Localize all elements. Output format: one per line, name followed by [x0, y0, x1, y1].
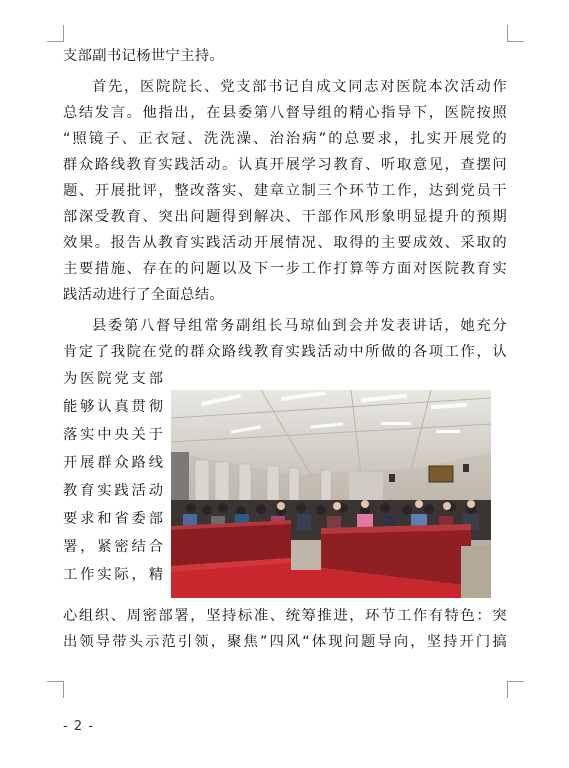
wrap-text-line: 落实中央关于: [63, 427, 163, 443]
text-line: 部深受教育、突出问题得到解决、干部作风形象明显提升的预期: [63, 209, 507, 225]
wrap-text-line: 工作实际，精: [63, 567, 163, 583]
text-line: 首先，医院院长、党支部书记自成文同志对医院本次活动作: [92, 79, 507, 95]
wrap-text-line: 为医院党支部: [63, 371, 163, 387]
text-line: 践活动进行了全面总结。: [63, 287, 225, 303]
text-line: 主要措施、存在的问题以及下一步工作打算等方面对医院教育实: [63, 261, 507, 277]
text-line: 心组织、周密部署，坚持标准、统筹推进，环节工作有特色：突: [63, 608, 507, 624]
text-line: 县委第八督导组常务副组长马琼仙到会并发表讲话，她充分: [92, 318, 507, 334]
text-line: 肯定了我院在党的群众路线教育实践活动中所做的各项工作，认: [63, 344, 507, 360]
wrap-text-line: 开展群众路线: [63, 455, 163, 471]
text-line: 出领导带头示范引领，聚焦”四风“体现问题导向，坚持开门搞: [63, 634, 507, 650]
text-line: 支部副书记杨世宁主持。: [63, 48, 225, 64]
crop-mark-top-right: [507, 25, 524, 42]
text-line: 群众路线教育实践活动。认真开展学习教育、听取意见，查摆问: [63, 157, 507, 173]
crop-mark-bottom-right: [507, 681, 524, 698]
text-line: 效果。报告从教育实践活动开展情况、取得的主要成效、采取的: [63, 235, 507, 251]
meeting-hall-photo: [171, 390, 491, 598]
wrap-text-line: 署，紧密结合: [63, 539, 163, 555]
wrap-text-line: 要求和省委部: [63, 511, 163, 527]
text-line: 总结发言。他指出，在县委第八督导组的精心指导下，医院按照: [63, 105, 507, 121]
text-line: “照镜子、正衣冠、洗洗澡、治治病”的总要求，扎实开展党的: [63, 131, 507, 147]
text-line: 题、开展批评，整改落实、建章立制三个环节工作，达到党员干: [63, 183, 507, 199]
crop-mark-top-left: [47, 25, 64, 42]
wrap-text-line: 能够认真贯彻: [63, 399, 163, 415]
page-number: - 2 -: [63, 719, 94, 734]
wrap-text-line: 教育实践活动: [63, 483, 163, 499]
crop-mark-bottom-left: [47, 681, 64, 698]
